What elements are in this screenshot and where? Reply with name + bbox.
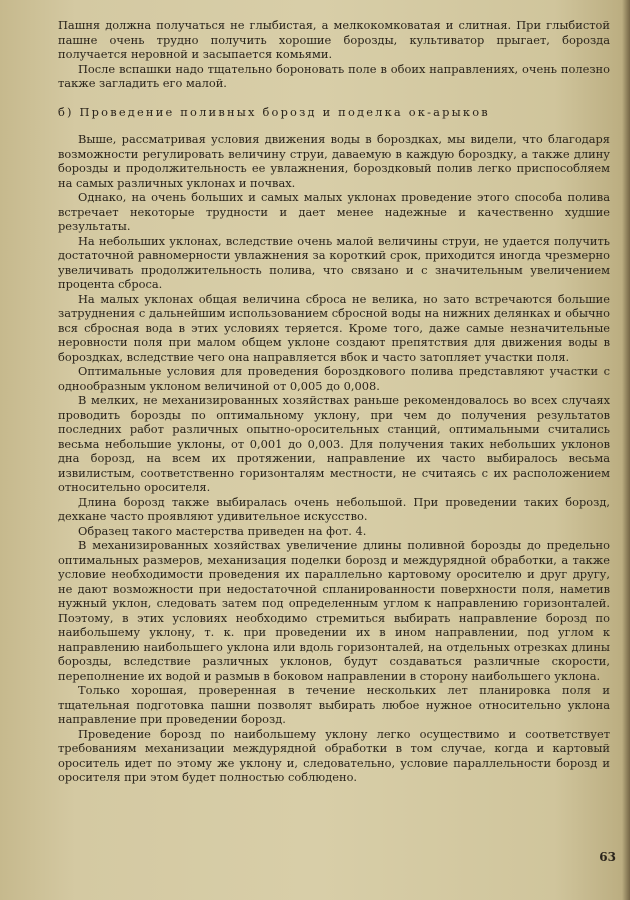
paragraph-4: Однако, на очень больших и самых малых уклонах проведение этого способа полива встречает некоторые трудности и дает менее надежные и качественно худшие результаты. bbox=[58, 190, 610, 233]
paragraph-12: Только хорошая, проверенная в течение нескольких лет планировка поля и тщательная подготовка пашни позволят выбирать любое нужное относительно уклона направление при проведении борозд. bbox=[58, 683, 610, 726]
paragraph-7: Оптимальные условия для проведения бороздкового полива представляют участки с однообразным уклоном величиной от 0,005 до 0,008. bbox=[58, 364, 610, 393]
paragraph-11: В механизированных хозяйствах увеличение длины поливной борозды до предельно оптимальных размеров, механизация поделки борозд и междурядной обработки, а также условие необходимости проведения их параллельно картовому оросителю и друг другу, не дают возможности при недостаточной спланированности поверхности поля, наметив нужный уклон, следовать затем под определенным углом к направлению горизонталей. Поэтому, в этих условиях необходимо стремиться выбирать направление борозд по наибольшему уклону, т. к. при проведении их в ином направлении, под углом к направлению наибольшего уклона или вдоль горизонталей, на отдельных отрезках длины борозды, вследствие различных уклонов, будут создаваться различные скорости, переполнение их водой и размыв в боковом направлении в сторону наибольшего уклона. bbox=[58, 538, 610, 683]
page-number: 63 bbox=[599, 850, 616, 864]
paragraph-6: На малых уклонах общая величина сброса не велика, но зато встречаются большие затруднения с дальнейшим использованием сбросной воды на нижних делянках и обычно вся сбросная вода в этих условиях теряется. Кроме того, даже самые незначительные неровности поля при малом общем уклоне создают препятствия для движения воды в бороздках, вследствие чего она направляется вбок и часто затопляет участки поля. bbox=[58, 291, 610, 364]
paragraph-13: Проведение борозд по наибольшему уклону легко осуществимо и соответствует требованиям механизации междурядной обработки в том случае, когда и картовый ороситель идет по этому же уклону и, следовательно, условие параллельности борозд и оросителя при этом будет полностью соблюдено. bbox=[58, 726, 610, 784]
paragraph-10: Образец такого мастерства приведен на фот. 4. bbox=[78, 523, 367, 538]
paragraph-5: На небольших уклонах, вследствие очень малой величины струи, не удается получить достаточной равномерности увлажнения за короткий срок, приходится иногда чрезмерно увеличивать продолжительность полива, что связано и с значительным увеличением процента сброса. bbox=[58, 233, 610, 291]
section-heading: б) Проведение поливных борозд и поделка ок-арыков bbox=[58, 104, 490, 119]
paragraph-8: В мелких, не механизированных хозяйствах раньше рекомендовалось во всех случаях проводить борозды по оптимальному уклону, при чем до получения результатов последних работ различных опытно-оросительных станций, оптимальными считались весьма небольшие уклоны, от 0,001 до 0,003. Для получения таких небольших уклонов дна борозд, на всем их протяжении, направление их часто выбиралось весьма извилистым, соответственно горизонталям местности, не считаясь с их расположением относительно оросителя. bbox=[58, 393, 610, 494]
page-body bbox=[58, 18, 610, 785]
paragraph-3: Выше, рассматривая условия движения воды в бороздках, мы видели, что благодаря возможности регулировать величину струи, даваемую в каждую бороздку, а также длину борозды и продолжительность ее увлажнения, бороздковый полив легко приспособляем на самых различных уклонах и почвах. bbox=[58, 132, 610, 190]
paragraph-1: Пашня должна получаться не глыбистая, а мелкокомковатая и слитная. При глыбистой пашне очень трудно получить хорошие борозды, культиватор прыгает, борозда получается неровной и засыпается комьями. bbox=[58, 18, 610, 61]
paragraph-2: После вспашки надо тщательно бороновать поле в обоих направлениях, очень полезно также загладить его малой. bbox=[58, 61, 610, 90]
paragraph-9: Длина борозд также выбиралась очень небольшой. При проведении таких борозд, дехкане часто проявляют удивительное искусство. bbox=[58, 494, 610, 523]
